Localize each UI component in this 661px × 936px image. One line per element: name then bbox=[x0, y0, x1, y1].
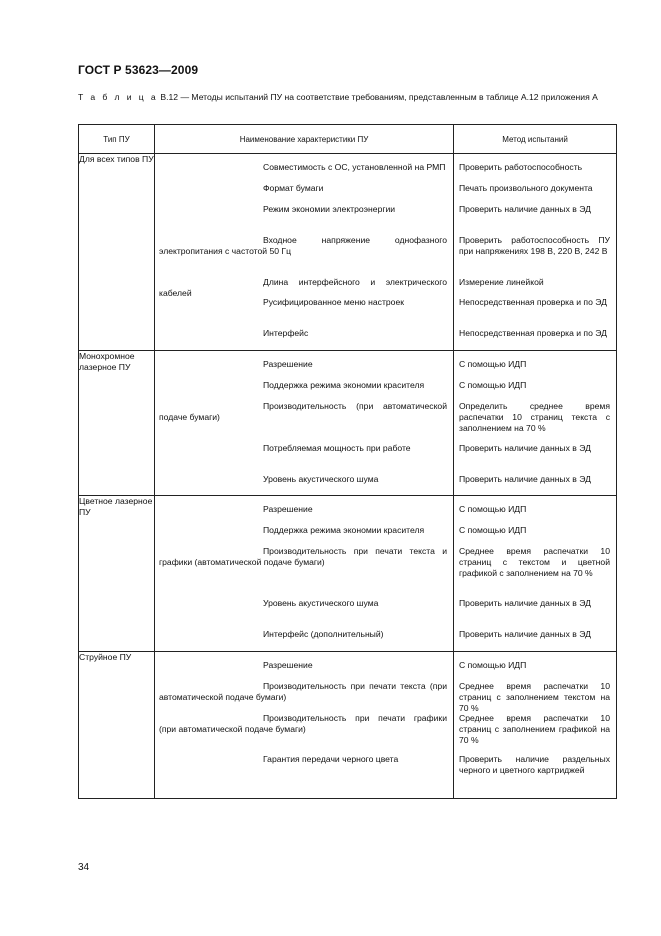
table-body bbox=[79, 154, 617, 799]
characteristic-item bbox=[155, 380, 453, 401]
method-text: Проверить работоспособность ПУ при напряжениях 198 В, 220 В, 242 В bbox=[459, 235, 610, 256]
characteristic-item bbox=[155, 629, 453, 651]
characteristic-text: Поддержка режима экономии красителя bbox=[263, 525, 425, 535]
method-text: Непосредственная проверка и по ЭД bbox=[459, 328, 607, 338]
characteristic-text: Производительность (при автоматической подаче бумаги) bbox=[159, 401, 447, 422]
method-item bbox=[454, 277, 616, 297]
method-text: Проверить работоспособность bbox=[459, 162, 583, 172]
methods-cell bbox=[454, 154, 617, 351]
characteristic-item bbox=[155, 681, 453, 713]
characteristic-text: Формат бумаги bbox=[263, 183, 324, 193]
method-item bbox=[454, 297, 616, 328]
characteristic-text: Уровень акустического шума bbox=[263, 598, 379, 608]
methods-cell bbox=[454, 652, 617, 799]
table-row bbox=[79, 351, 617, 496]
method-text: Проверить наличие данных в ЭД bbox=[459, 629, 591, 639]
characteristic-item bbox=[155, 504, 453, 525]
characteristic-item bbox=[155, 297, 453, 328]
characteristic-text: Длина интерфейсного и электрического кабелей bbox=[159, 277, 447, 298]
method-text: С помощью ИДП bbox=[459, 660, 527, 670]
method-text: Печать произвольного документа bbox=[459, 183, 593, 193]
characteristic-text: Входное напряжение однофазного электропитания с частотой 50 Гц bbox=[159, 235, 447, 256]
method-item bbox=[454, 713, 616, 754]
characteristic-item bbox=[155, 443, 453, 474]
methods-cell bbox=[454, 351, 617, 496]
method-item bbox=[454, 660, 616, 681]
method-item bbox=[454, 474, 616, 495]
characteristic-text: Потребляемая мощность при работе bbox=[263, 443, 411, 453]
method-text: Проверить наличие данных в ЭД bbox=[459, 443, 591, 453]
method-text: С помощью ИДП bbox=[459, 504, 527, 514]
method-text: Проверить наличие раздельных черного и цветного картриджей bbox=[459, 754, 610, 775]
characteristic-text: Разрешение bbox=[263, 660, 313, 670]
method-item bbox=[454, 754, 616, 798]
characteristic-text: Режим экономии электроэнергии bbox=[263, 204, 396, 214]
characteristic-text: Русифицированное меню настроек bbox=[263, 297, 404, 307]
device-type-cell: Струйное ПУ bbox=[79, 652, 155, 799]
method-text: Проверить наличие данных в ЭД bbox=[459, 474, 591, 484]
table-caption-label: Т а б л и ц а bbox=[78, 92, 158, 102]
header-characteristic: Наименование характеристики ПУ bbox=[155, 125, 454, 154]
characteristic-item bbox=[155, 235, 453, 277]
characteristic-item bbox=[155, 546, 453, 598]
characteristic-item bbox=[155, 204, 453, 235]
characteristic-text: Совместимость с ОС, установленной на РМП bbox=[263, 162, 446, 172]
characteristic-item bbox=[155, 754, 453, 798]
characteristic-item bbox=[155, 162, 453, 183]
characteristic-item bbox=[155, 401, 453, 443]
characteristic-text: Производительность при печати текста (при автоматической подаче бумаги) bbox=[159, 681, 447, 702]
characteristic-item bbox=[155, 328, 453, 350]
characteristic-text: Интерфейс bbox=[263, 328, 309, 338]
characteristic-text: Производительность при печати графики (при автоматической подаче бумаги) bbox=[159, 713, 447, 734]
method-text: С помощью ИДП bbox=[459, 525, 527, 535]
table-caption-text: В.12 — Методы испытаний ПУ на соответствие требованиям, представленным в таблице А.12 приложения А bbox=[158, 92, 598, 102]
characteristic-item bbox=[155, 660, 453, 681]
header-method: Метод испытаний bbox=[454, 125, 617, 154]
method-item bbox=[454, 681, 616, 713]
method-item bbox=[454, 546, 616, 598]
method-item bbox=[454, 359, 616, 380]
characteristic-item bbox=[155, 183, 453, 204]
table-row bbox=[79, 652, 617, 799]
characteristic-item bbox=[155, 474, 453, 495]
method-item bbox=[454, 235, 616, 277]
method-text: Проверить наличие данных в ЭД bbox=[459, 204, 591, 214]
characteristic-item bbox=[155, 359, 453, 380]
page-number: 34 bbox=[78, 862, 90, 873]
characteristics-cell bbox=[155, 351, 454, 496]
method-text: Среднее время распечатки 10 страниц с текстом и цветной графикой с заполнением на 70 % bbox=[459, 546, 610, 578]
device-type-cell: Цветное лазерное ПУ bbox=[79, 496, 155, 652]
characteristic-text: Интерфейс (дополнительный) bbox=[263, 629, 384, 639]
characteristic-text: Разрешение bbox=[263, 359, 313, 369]
characteristic-item bbox=[155, 713, 453, 754]
method-text: Непосредственная проверка и по ЭД bbox=[459, 297, 607, 307]
method-item bbox=[454, 629, 616, 651]
device-type-cell: Для всех типов ПУ bbox=[79, 154, 155, 351]
document-title: ГОСТ Р 53623—2009 bbox=[78, 63, 199, 77]
characteristic-item bbox=[155, 525, 453, 546]
test-methods-table bbox=[78, 124, 617, 799]
table-header-row bbox=[79, 125, 617, 154]
method-item bbox=[454, 162, 616, 183]
characteristic-text: Уровень акустического шума bbox=[263, 474, 379, 484]
method-item bbox=[454, 328, 616, 350]
methods-cell bbox=[454, 496, 617, 652]
device-type-cell: Монохромное лазерное ПУ bbox=[79, 351, 155, 496]
method-item bbox=[454, 401, 616, 443]
method-item bbox=[454, 204, 616, 235]
characteristics-cell bbox=[155, 496, 454, 652]
method-text: Измерение линейкой bbox=[459, 277, 544, 287]
characteristics-cell bbox=[155, 154, 454, 351]
method-item bbox=[454, 525, 616, 546]
method-item bbox=[454, 504, 616, 525]
header-type: Тип ПУ bbox=[79, 125, 155, 154]
characteristic-text: Производительность при печати текста и графики (автоматической подаче бумаги) bbox=[159, 546, 447, 567]
characteristic-text: Поддержка режима экономии красителя bbox=[263, 380, 425, 390]
characteristic-text: Гарантия передачи черного цвета bbox=[263, 754, 399, 764]
method-item bbox=[454, 443, 616, 474]
characteristic-text: Разрешение bbox=[263, 504, 313, 514]
method-text: С помощью ИДП bbox=[459, 380, 527, 390]
method-item bbox=[454, 183, 616, 204]
table-row bbox=[79, 496, 617, 652]
method-text: Среднее время распечатки 10 страниц с заполнением графикой на 70 % bbox=[459, 713, 610, 745]
method-text: Среднее время распечатки 10 страниц с заполнением текстом на 70 % bbox=[459, 681, 610, 713]
method-item bbox=[454, 598, 616, 629]
characteristic-item bbox=[155, 598, 453, 629]
table-row bbox=[79, 154, 617, 351]
method-text: Проверить наличие данных в ЭД bbox=[459, 598, 591, 608]
method-text: С помощью ИДП bbox=[459, 359, 527, 369]
characteristics-cell bbox=[155, 652, 454, 799]
method-text: Определить среднее время распечатки 10 страниц текста с заполнением на 70 % bbox=[459, 401, 610, 433]
table-caption bbox=[78, 92, 616, 104]
method-item bbox=[454, 380, 616, 401]
characteristic-item bbox=[155, 277, 453, 297]
